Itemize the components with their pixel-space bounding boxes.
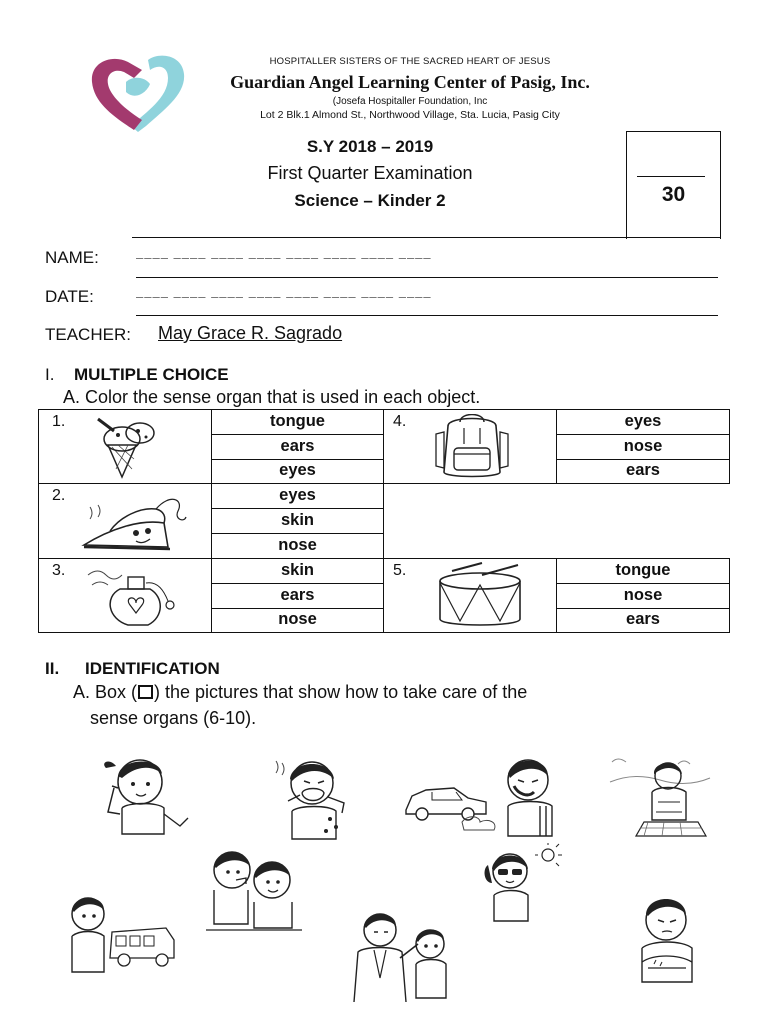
section1-title: MULTIPLE CHOICE [74,365,229,384]
teacher-name: May Grace R. Sagrado [158,323,343,343]
section1-number: I. [45,365,55,384]
box-symbol-icon [138,685,153,699]
header-divider [132,237,721,238]
item-2-option-2-label: skin [280,511,315,529]
item-5-number: 5. [393,562,407,579]
date-field[interactable] [136,315,718,316]
doctor-checking-eye-picture[interactable] [344,908,454,1004]
child-near-jeepney-picture[interactable] [66,892,176,974]
section2-instruction-start: A. Box ( [73,682,138,702]
child-sneezing-picture[interactable] [272,753,356,841]
item-3-option-2-label: ears [280,586,315,604]
item-4-number: 4. [393,413,407,430]
section1-instruction: A. Color the sense organ that is used in each object. [63,387,481,407]
section2-title: IDENTIFICATION [85,659,220,678]
exam-subject: Science – Kinder 2 [294,191,446,210]
date-label: DATE: [45,287,94,306]
child-at-beach-picture[interactable] [608,752,712,840]
child-near-car-exhaust-picture[interactable] [402,752,562,838]
item-3-option-1-label: skin [280,561,315,579]
item-4-option-1-label: eyes [624,412,662,430]
children-whispering-picture[interactable] [206,844,302,932]
section2-number: II. [45,659,60,678]
child-scratching-arm-picture[interactable] [620,892,712,984]
item-3-option-3-label: nose [278,610,317,628]
drum-icon [432,561,528,629]
section2-instruction [73,682,527,703]
item-2-option-3-label: nose [278,536,317,554]
name-label: NAME: [45,248,99,267]
school-year: S.Y 2018 – 2019 [306,137,434,156]
school-logo-heart-icon [86,52,188,134]
school-address: Lot 2 Blk.1 Almond St., Northwood Village, Sta. Lucia, Pasig City [260,109,560,121]
item-5-option-1-label: tongue [615,561,671,579]
section2-instruction-line2: sense organs (6-10). [90,708,257,728]
school-name: Guardian Angel Learning Center of Pasig, Inc. [230,72,590,92]
foundation-line: (Josefa Hospitaller Foundation, Inc [332,96,488,107]
item-5-option-2-label: nose [623,586,663,604]
score-blank [637,176,705,177]
date-dashes: –––– –––– –––– –––– –––– –––– –––– –––– [136,289,432,304]
item-4-option-3-label: ears [626,461,660,479]
item-1-option-1-label: tongue [270,412,325,430]
perfume-bottle-icon [84,561,184,629]
item-4-option-2-label: nose [623,437,663,455]
name-field[interactable] [136,277,718,278]
name-dashes: –––– –––– –––– –––– –––– –––– –––– –––– [136,250,432,265]
score-total: 30 [661,183,686,206]
item-1-option-2-label: ears [280,437,315,455]
child-picking-ear-picture[interactable] [98,752,196,836]
org-line: HOSPITALLER SISTERS OF THE SACRED HEART OF JESUS [269,56,551,67]
item-2-number: 2. [52,487,66,504]
item-3-number: 3. [52,562,66,579]
exam-title: First Quarter Examination [267,163,473,183]
item-1-number: 1. [52,413,66,430]
teacher-label: TEACHER: [45,325,131,344]
section2-instruction-end: ) the pictures that show how to take care of the [154,682,528,702]
child-with-sunglasses-picture[interactable] [480,843,562,923]
flat-iron-icon [80,489,190,555]
ice-cream-icon [88,415,170,479]
item-5-option-3-label: ears [626,610,660,628]
item-1-option-3-label: eyes [279,461,316,479]
backpack-icon [430,414,514,480]
multiple-choice-table [38,409,730,633]
item-2-option-1-label: eyes [279,486,316,504]
